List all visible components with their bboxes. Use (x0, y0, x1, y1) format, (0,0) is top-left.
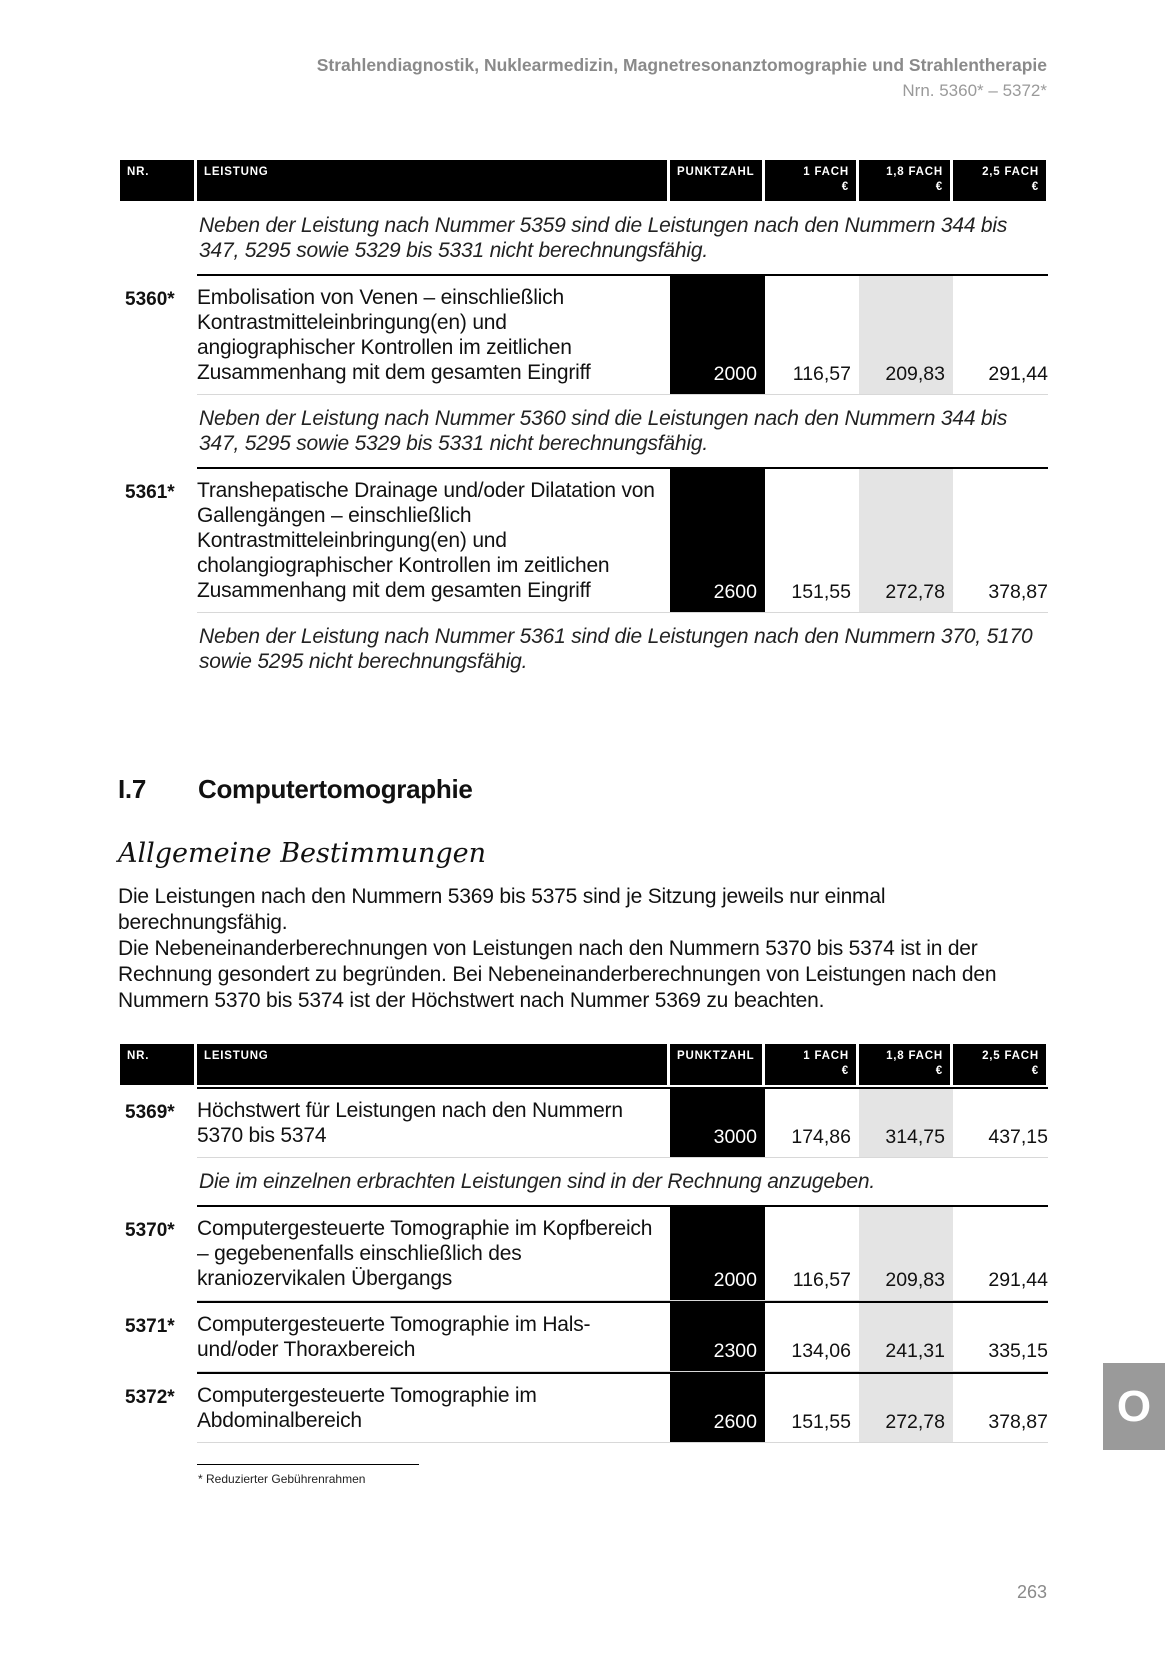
row-number: 5372* (125, 1387, 175, 1408)
section-number: I.7 (118, 774, 147, 804)
header-2-5-fach: 2,5 FACH € (953, 1044, 1046, 1085)
row-punktzahl: 2600 (670, 467, 765, 613)
row-1-8-fach: 272,78 (859, 467, 953, 613)
row-1-fach: 151,55 (791, 1411, 851, 1433)
row-2-5-fach: 378,87 (988, 581, 1048, 603)
row-1-8-fach: 314,75 (859, 1087, 953, 1158)
row-number: 5371* (125, 1316, 175, 1337)
table-row (120, 1372, 1048, 1443)
paragraph: Die Nebeneinanderberechnungen von Leistungen nach den Nummern 5370 bis 5374 ist in der Rechnung gesondert zu begründen. Bei Nebeneinanderberechnungen von Leistungen nach den Nummern 5370 bis 5374 ist der Höchstwert nach Nummer 5369 zu beachten. (118, 937, 997, 1012)
fee-table-1 (120, 160, 1048, 685)
header-2-5-fach: 2,5 FACH € (953, 160, 1046, 201)
header-1-fach: 1 FACH € (765, 160, 856, 201)
row-description: Computergesteuerte Tomographie im Abdominalbereich (197, 1384, 537, 1432)
page-number: 263 (1016, 1582, 1047, 1602)
row-1-fach: 116,57 (792, 1269, 851, 1291)
row-1-8-fach: 272,78 (859, 1372, 953, 1443)
row-2-5-fach: 437,15 (988, 1126, 1048, 1148)
running-head-range: Nrn. 5360* – 5372* (902, 81, 1047, 100)
chapter-thumb-tab: O (1103, 1363, 1165, 1450)
row-2-5-fach: 378,87 (988, 1411, 1048, 1433)
running-head (317, 52, 1047, 104)
row-description: Höchstwert für Leistungen nach den Nummern 5370 bis 5374 (197, 1099, 623, 1147)
header-nr: NR. (120, 160, 194, 201)
header-nr: NR. (120, 1044, 194, 1085)
header-punktzahl: PUNKTZAHL (670, 1044, 762, 1085)
footnote-divider (197, 1464, 419, 1465)
row-description: Embolisation von Venen – einschließlich Kontrastmitteleinbringung(en) und angiographischer Kontrollen im zeitlichen Zusammenhang mit dem gesamten Eingriff (197, 286, 591, 384)
table-row (120, 274, 1048, 395)
header-1-8-fach: 1,8 FACH € (859, 160, 950, 201)
row-1-fach: 134,06 (791, 1340, 851, 1362)
row-punktzahl: 2000 (670, 274, 765, 395)
table-header (120, 160, 1048, 201)
row-1-fach: 116,57 (792, 363, 851, 385)
header-1-fach: 1 FACH € (765, 1044, 856, 1085)
row-1-8-fach: 209,83 (859, 274, 953, 395)
table-header (120, 1044, 1048, 1085)
row-2-5-fach: 335,15 (988, 1340, 1048, 1362)
row-2-5-fach: 291,44 (988, 1269, 1048, 1291)
row-number: 5360* (125, 289, 175, 310)
row-punktzahl: 3000 (670, 1087, 765, 1158)
paragraph: Die Leistungen nach den Nummern 5369 bis 5375 sind je Sitzung jeweils nur einmal berechnungsfähig. (118, 885, 886, 934)
table-row (120, 1205, 1048, 1301)
footnote: * Reduzierter Gebührenrahmen (198, 1472, 366, 1486)
row-2-5-fach: 291,44 (988, 363, 1048, 385)
row-description: Computergesteuerte Tomographie im Hals- und/oder Thoraxbereich (197, 1313, 591, 1361)
header-punktzahl: PUNKTZAHL (670, 160, 762, 201)
general-provisions (118, 884, 1048, 1014)
section-title: Computertomographie (198, 774, 473, 804)
table-row (120, 1087, 1048, 1158)
row-note: Die im einzelnen erbrachten Leistungen sind in der Rechnung anzugeben. (199, 1170, 875, 1193)
row-punktzahl: 2000 (670, 1205, 765, 1301)
header-1-8-fach: 1,8 FACH € (859, 1044, 950, 1085)
row-1-8-fach: 241,31 (859, 1301, 953, 1372)
row-1-8-fach: 209,83 (859, 1205, 953, 1301)
intro-note: Neben der Leistung nach Nummer 5359 sind die Leistungen nach den Nummern 344 bis 347, 5295 sowie 5329 bis 5331 nicht berechnungsfähig. (199, 214, 1008, 262)
row-note: Neben der Leistung nach Nummer 5361 sind die Leistungen nach den Nummern 370, 5170 sowie 5295 nicht berechnungsfähig. (199, 625, 1033, 673)
row-1-fach: 174,86 (791, 1126, 851, 1148)
table-row (120, 467, 1048, 613)
row-punktzahl: 2600 (670, 1372, 765, 1443)
row-1-fach: 151,55 (791, 581, 851, 603)
row-description: Transhepatische Drainage und/oder Dilatation von Gallengängen – einschließlich Kontrastmitteleinbringung(en) und cholangiographischer Kontrollen im zeitlichen Zusammenhang mit dem gesamten Eingriff (197, 479, 655, 602)
section-heading (118, 774, 473, 805)
header-leistung: LEISTUNG (197, 160, 667, 201)
row-number: 5370* (125, 1220, 175, 1241)
fee-table-2 (120, 1044, 1048, 1443)
row-punktzahl: 2300 (670, 1301, 765, 1372)
header-leistung: LEISTUNG (197, 1044, 667, 1085)
row-description: Computergesteuerte Tomographie im Kopfbereich – gegebenenfalls einschließlich des kraniozervikalen Übergangs (197, 1217, 653, 1290)
row-number: 5369* (125, 1102, 175, 1123)
subheading: Allgemeine Bestimmungen (118, 838, 486, 869)
row-note: Neben der Leistung nach Nummer 5360 sind die Leistungen nach den Nummern 344 bis 347, 5295 sowie 5329 bis 5331 nicht berechnungsfähig. (199, 407, 1008, 455)
row-number: 5361* (125, 482, 175, 503)
running-head-title: Strahlendiagnostik, Nuklearmedizin, Magnetresonanztomographie und Strahlentherapie (316, 55, 1047, 75)
table-row (120, 1301, 1048, 1372)
